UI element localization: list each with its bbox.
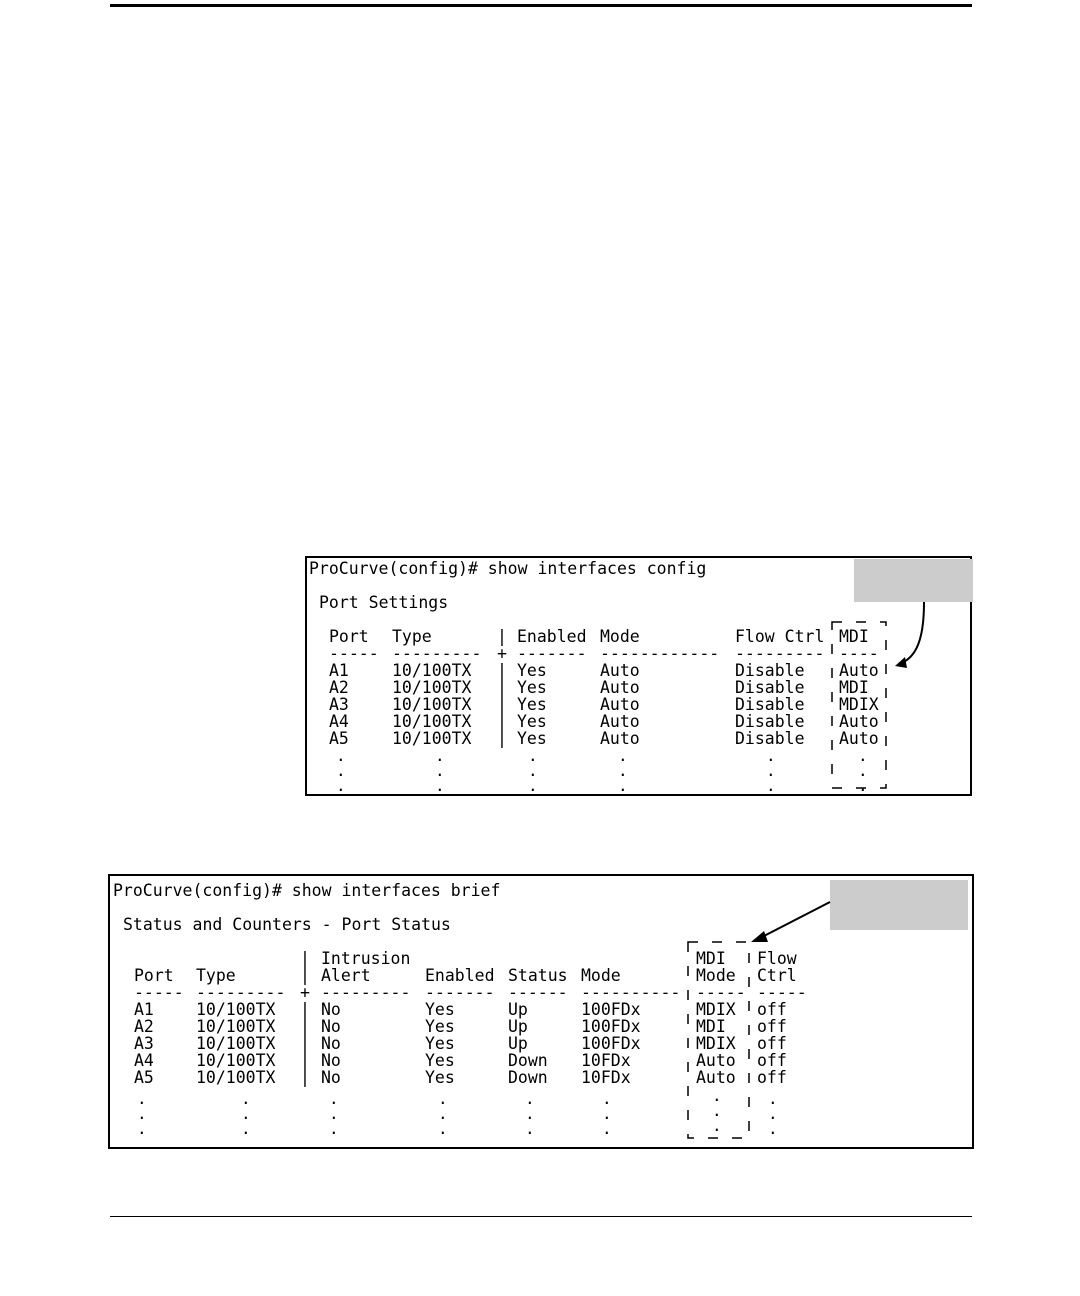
continuation-dot: . <box>336 776 346 795</box>
continuation-dot: . <box>137 1119 147 1138</box>
continuation-dot: . <box>768 1104 778 1123</box>
continuation-dot: . <box>528 761 538 780</box>
row-type: 10/100TX <box>392 712 472 731</box>
row-enabled: Yes <box>425 1017 455 1036</box>
header-port: Port <box>134 966 174 985</box>
continuation-dot: . <box>766 746 776 765</box>
row-mode: 100FDx <box>581 1017 641 1036</box>
callout-box <box>854 559 973 602</box>
header-enabled: Enabled <box>517 627 587 646</box>
row-sep: | <box>497 712 507 731</box>
row-enabled: Yes <box>425 1034 455 1053</box>
row-mdi: MDIX <box>696 1000 736 1019</box>
header-sep: | <box>300 966 310 985</box>
dash-flow: --------- <box>735 644 825 663</box>
continuation-dot: . <box>525 1089 535 1108</box>
row-mdi: Auto <box>696 1068 736 1087</box>
header-status: Status <box>508 966 568 985</box>
continuation-dot: . <box>858 776 868 795</box>
row-port: A1 <box>134 1000 154 1019</box>
row-sep: | <box>497 661 507 680</box>
row-sep: | <box>300 1017 310 1036</box>
continuation-dot: . <box>858 746 868 765</box>
dash-mode: ------------ <box>600 644 720 663</box>
row-port: A4 <box>134 1051 154 1070</box>
row-enabled: Yes <box>517 678 547 697</box>
header-ctrl: Ctrl <box>757 966 797 985</box>
row-sep: | <box>497 678 507 697</box>
row-enabled: Yes <box>425 1000 455 1019</box>
row-mdi: MDIX <box>839 695 879 714</box>
continuation-dot: . <box>137 1089 147 1108</box>
top-rule <box>110 4 972 7</box>
dash-sep: + <box>497 644 507 663</box>
row-port: A2 <box>134 1017 154 1036</box>
continuation-dot: . <box>602 1104 612 1123</box>
continuation-dot: . <box>435 776 445 795</box>
continuation-dot: . <box>602 1089 612 1108</box>
continuation-dot: . <box>241 1089 251 1108</box>
terminal-show-interfaces-config <box>305 556 972 796</box>
continuation-dot: . <box>525 1104 535 1123</box>
continuation-dot: . <box>766 776 776 795</box>
continuation-dot: . <box>618 776 628 795</box>
row-mode: 10FDx <box>581 1051 631 1070</box>
continuation-dot: . <box>329 1119 339 1138</box>
row-flow: off <box>757 1017 787 1036</box>
continuation-dot: . <box>438 1104 448 1123</box>
row-mdi: MDIX <box>696 1034 736 1053</box>
row-port: A4 <box>329 712 349 731</box>
bottom-rule <box>110 1216 972 1217</box>
row-flow: off <box>757 1068 787 1087</box>
header-intrusion: Intrusion <box>321 949 411 968</box>
continuation-dot: . <box>528 746 538 765</box>
dash-mode: ---------- <box>581 983 681 1002</box>
section-heading: Port Settings <box>319 593 449 612</box>
continuation-dot: . <box>602 1119 612 1138</box>
row-alert: No <box>321 1034 341 1053</box>
row-sep: | <box>300 1051 310 1070</box>
row-sep: | <box>300 1000 310 1019</box>
row-type: 10/100TX <box>196 1000 276 1019</box>
row-enabled: Yes <box>517 712 547 731</box>
row-sep: | <box>300 1068 310 1087</box>
arrowhead-icon <box>895 657 907 668</box>
dash-status: ------ <box>508 983 568 1002</box>
row-mode: Auto <box>600 661 640 680</box>
row-status: Up <box>508 1017 528 1036</box>
row-alert: No <box>321 1000 341 1019</box>
continuation-dot: . <box>336 761 346 780</box>
row-mdi: Auto <box>839 661 879 680</box>
row-sep: | <box>497 695 507 714</box>
row-mode: Auto <box>600 729 640 748</box>
continuation-dot: . <box>241 1119 251 1138</box>
continuation-dot: . <box>435 761 445 780</box>
dash-alert: --------- <box>321 983 411 1002</box>
callout-arrow <box>760 902 830 938</box>
dash-mdi: ---- <box>839 644 879 663</box>
row-flow: off <box>757 1051 787 1070</box>
continuation-dot: . <box>768 1089 778 1108</box>
row-mode: Auto <box>600 712 640 731</box>
row-mode: Auto <box>600 695 640 714</box>
command-line: ProCurve(config)# show interfaces brief <box>113 881 501 900</box>
continuation-dot: . <box>618 746 628 765</box>
row-type: 10/100TX <box>392 695 472 714</box>
continuation-dot: . <box>712 1101 722 1120</box>
dash-enabled: ------- <box>517 644 587 663</box>
row-flow: off <box>757 1034 787 1053</box>
row-type: 10/100TX <box>392 729 472 748</box>
row-enabled: Yes <box>517 661 547 680</box>
header-mdi-mode: Mode <box>696 966 736 985</box>
dash-type: --------- <box>392 644 482 663</box>
header-alert: Alert <box>321 966 371 985</box>
dash-enabled: ------- <box>425 983 495 1002</box>
header-mdi: MDI <box>839 627 869 646</box>
header-type: Type <box>392 627 432 646</box>
continuation-dot: . <box>137 1104 147 1123</box>
continuation-dot: . <box>525 1119 535 1138</box>
row-enabled: Yes <box>517 729 547 748</box>
row-port: A2 <box>329 678 349 697</box>
row-port: A3 <box>329 695 349 714</box>
row-flow: Disable <box>735 729 805 748</box>
row-mode: Auto <box>600 678 640 697</box>
header-mode: Mode <box>581 966 621 985</box>
continuation-dot: . <box>768 1119 778 1138</box>
row-type: 10/100TX <box>196 1051 276 1070</box>
row-type: 10/100TX <box>196 1068 276 1087</box>
dash-port: ----- <box>329 644 379 663</box>
section-heading: Status and Counters - Port Status <box>123 915 451 934</box>
header-sep: | <box>497 627 507 646</box>
row-flow: Disable <box>735 661 805 680</box>
continuation-dot: . <box>438 1119 448 1138</box>
row-mode: 10FDx <box>581 1068 631 1087</box>
row-port: A3 <box>134 1034 154 1053</box>
continuation-dot: . <box>712 1116 722 1135</box>
row-status: Down <box>508 1051 548 1070</box>
row-mode: 100FDx <box>581 1000 641 1019</box>
row-enabled: Yes <box>517 695 547 714</box>
header-sep: | <box>300 949 310 968</box>
continuation-dot: . <box>336 746 346 765</box>
row-enabled: Yes <box>425 1051 455 1070</box>
continuation-dot: . <box>241 1104 251 1123</box>
header-flow: Flow <box>757 949 797 968</box>
dash-port: ----- <box>134 983 184 1002</box>
header-mode: Mode <box>600 627 640 646</box>
continuation-dot: . <box>712 1086 722 1105</box>
row-mode: 100FDx <box>581 1034 641 1053</box>
row-type: 10/100TX <box>196 1034 276 1053</box>
row-mdi: Auto <box>839 712 879 731</box>
continuation-dot: . <box>618 761 628 780</box>
continuation-dot: . <box>528 776 538 795</box>
callout-arrow <box>899 602 924 664</box>
continuation-dot: . <box>329 1104 339 1123</box>
row-status: Up <box>508 1034 528 1053</box>
continuation-dot: . <box>329 1089 339 1108</box>
row-sep: | <box>497 729 507 748</box>
dash-flow: ----- <box>757 983 807 1002</box>
row-status: Up <box>508 1000 528 1019</box>
row-mdi: MDI <box>696 1017 726 1036</box>
row-port: A1 <box>329 661 349 680</box>
row-alert: No <box>321 1017 341 1036</box>
row-mdi: MDI <box>839 678 869 697</box>
continuation-dot: . <box>766 761 776 780</box>
dash-type: --------- <box>196 983 286 1002</box>
dash-mdi: ----- <box>696 983 746 1002</box>
command-line: ProCurve(config)# show interfaces config <box>309 559 707 578</box>
terminal-show-interfaces-brief <box>108 874 974 1149</box>
row-alert: No <box>321 1068 341 1087</box>
row-enabled: Yes <box>425 1068 455 1087</box>
header-flow-ctrl: Flow Ctrl <box>735 627 825 646</box>
row-alert: No <box>321 1051 341 1070</box>
row-status: Down <box>508 1068 548 1087</box>
continuation-dot: . <box>438 1089 448 1108</box>
row-type: 10/100TX <box>196 1017 276 1036</box>
row-flow: off <box>757 1000 787 1019</box>
dash-sep: + <box>300 983 310 1002</box>
row-mdi: Auto <box>696 1051 736 1070</box>
header-type: Type <box>196 966 236 985</box>
header-port: Port <box>329 627 369 646</box>
continuation-dot: . <box>858 761 868 780</box>
row-port: A5 <box>329 729 349 748</box>
header-enabled: Enabled <box>425 966 495 985</box>
row-flow: Disable <box>735 712 805 731</box>
header-mdi: MDI <box>696 949 726 968</box>
continuation-dot: . <box>435 746 445 765</box>
arrowhead-icon <box>751 931 768 942</box>
row-mdi: Auto <box>839 729 879 748</box>
row-port: A5 <box>134 1068 154 1087</box>
row-flow: Disable <box>735 695 805 714</box>
row-flow: Disable <box>735 678 805 697</box>
callout-box <box>830 880 968 930</box>
row-sep: | <box>300 1034 310 1053</box>
row-type: 10/100TX <box>392 678 472 697</box>
row-type: 10/100TX <box>392 661 472 680</box>
